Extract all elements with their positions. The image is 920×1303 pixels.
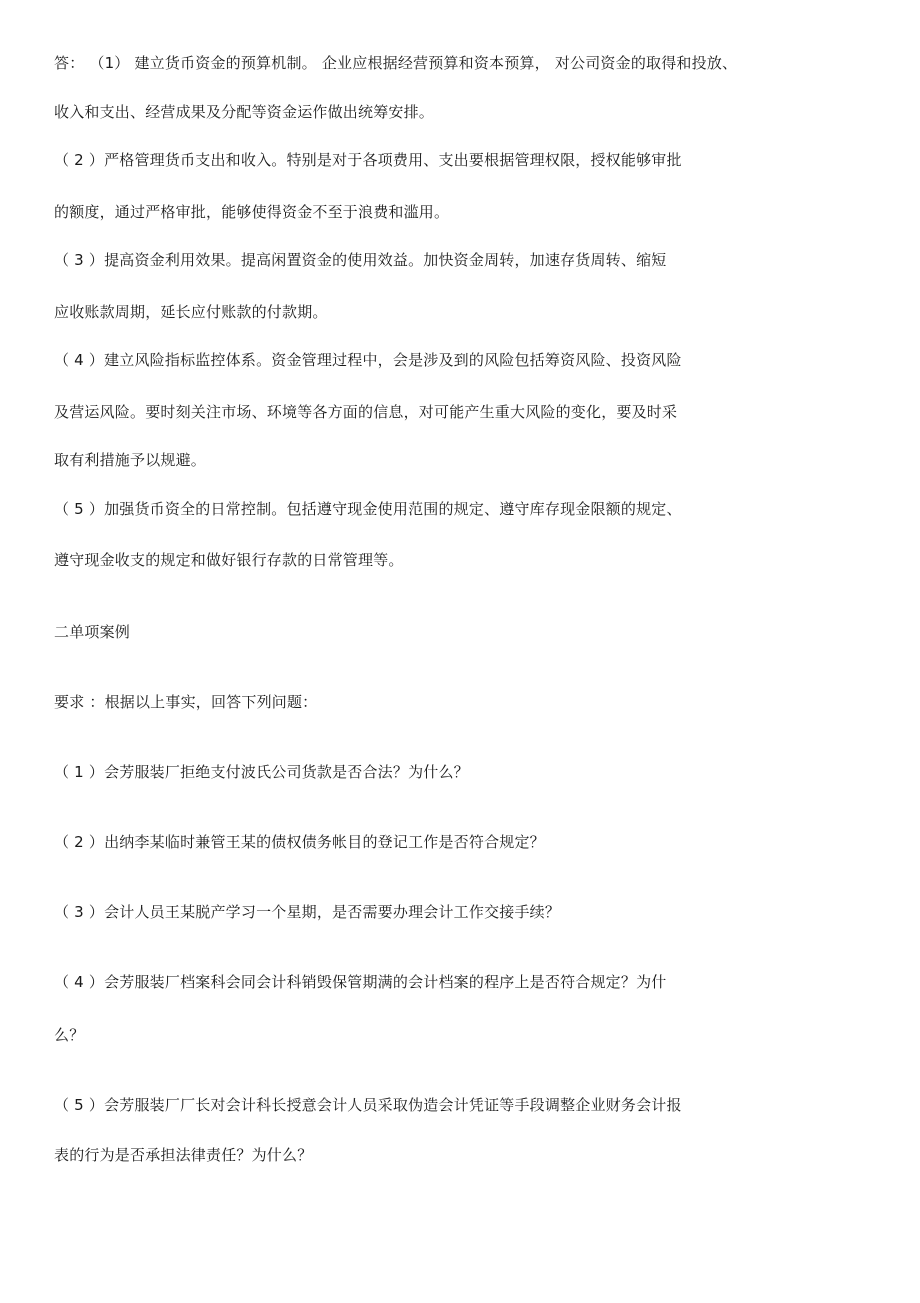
answer-line-4: 的额度，通过严格审批，能够使得资金不至于浪费和滥用。 bbox=[54, 203, 450, 221]
question-5-cont: 表的行为是否承担法律责任？为什么？ bbox=[54, 1146, 313, 1164]
answer-line-9: 取有利措施予以规避。 bbox=[54, 451, 207, 469]
question-2: （ 2 ）出纳李某临时兼管王某的债权债务帐目的登记工作是否符合规定？ bbox=[54, 833, 545, 851]
answer-line-5: （ 3 ）提高资金利用效果。提高闲置资金的使用效益。加快资金周转，加速存货周转、缩短 bbox=[54, 251, 667, 269]
answer-line-7: （ 4 ）建立风险指标监控体系。资金管理过程中，会是涉及到的风险包括筹资风险、投资风险 bbox=[54, 351, 682, 369]
question-1: （ 1 ）会芳服装厂拒绝支付波氏公司货款是否合法？为什么？ bbox=[54, 763, 469, 781]
answer-line-8: 及营运风险。要时刻关注市场、环境等各方面的信息，对可能产生重大风险的变化，要及时采 bbox=[54, 403, 678, 421]
question-3: （ 3 ）会计人员王某脱产学习一个星期，是否需要办理会计工作交接手续？ bbox=[54, 903, 561, 921]
section-title: 二单项案例 bbox=[54, 623, 131, 641]
answer-line-2: 收入和支出、经营成果及分配等资金运作做出统筹安排。 bbox=[54, 103, 435, 121]
requirement-text: 要求 ：根据以上事实，回答下列问题： bbox=[54, 693, 318, 711]
answer-line-11: 遵守现金收支的规定和做好银行存款的日常管理等。 bbox=[54, 551, 404, 569]
answer-line-1: 答： （1） 建立货币资金的预算机制。 企业应根据经营预算和资本预算， 对公司资金的取得和投放、 bbox=[54, 54, 738, 72]
question-5: （ 5 ）会芳服装厂厂长对会计科长授意会计人员采取伪造会计凭证等手段调整企业财务会计报 bbox=[54, 1096, 682, 1114]
answer-line-10: （ 5 ）加强货币资全的日常控制。包括遵守现金使用范围的规定、遵守库存现金限额的规定、 bbox=[54, 500, 682, 518]
question-4: （ 4 ）会芳服装厂档案科会同会计科销毁保管期满的会计档案的程序上是否符合规定？为什 bbox=[54, 973, 667, 991]
question-4-cont: 么？ bbox=[54, 1026, 85, 1044]
answer-line-3: （ 2 ）严格管理货币支出和收入。特别是对于各项费用、支出要根据管理权限，授权能够审批 bbox=[54, 151, 682, 169]
answer-line-6: 应收账款周期，延长应付账款的付款期。 bbox=[54, 303, 328, 321]
